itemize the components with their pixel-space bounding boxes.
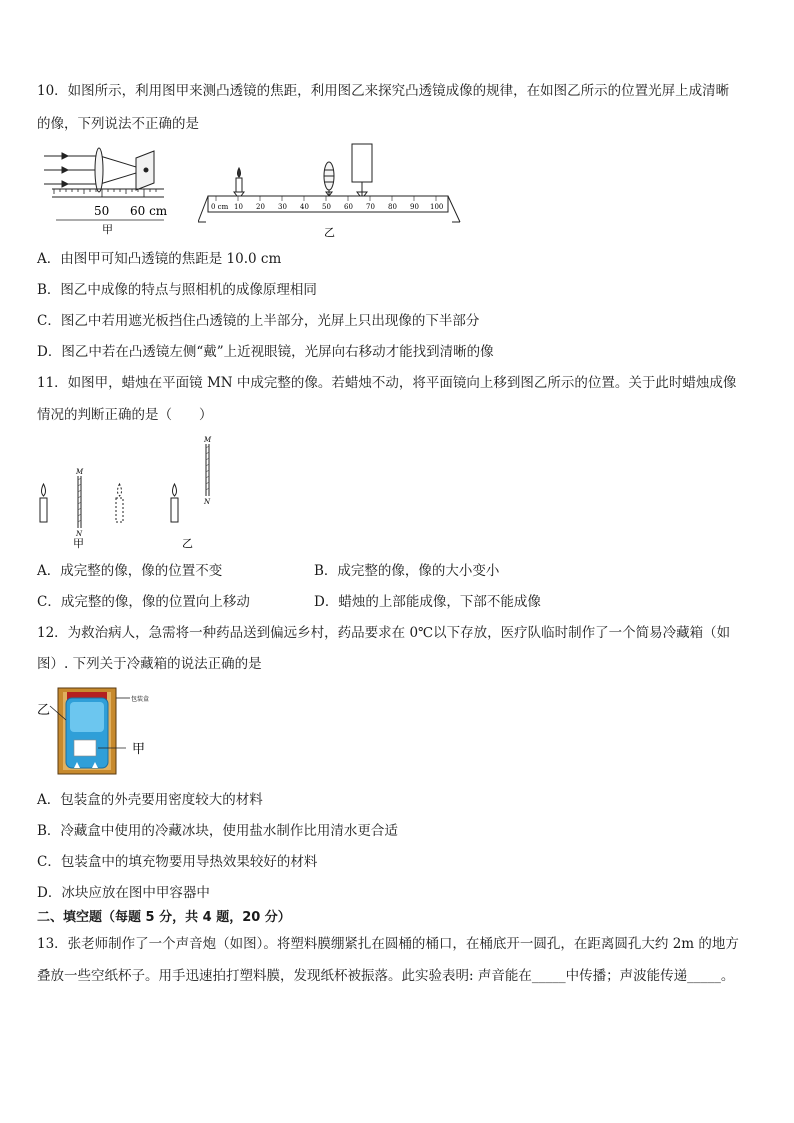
q12-option-a: A．包装盒的外壳要用密度较大的材料 bbox=[37, 792, 263, 808]
cooler-label-jia: 甲 bbox=[132, 742, 146, 757]
yi-tick-10: 10 bbox=[234, 203, 243, 211]
yi-tick-90: 90 bbox=[410, 203, 419, 211]
q12-stem-line1: 12．为救治病人，急需将一种药品送到偏远乡村，药品要求在 0℃以下存放，医疗队临时制作了一个简易冷藏箱（如 bbox=[37, 625, 731, 641]
yi-tick-20: 20 bbox=[256, 203, 265, 211]
jia-caption: 甲 bbox=[102, 223, 113, 236]
q11-stem-line1: 11．如图甲，蜡烛在平面镜 MN 中成完整的像。若蜡烛不动，将平面镜向上移到图乙所示的位置。关于此时蜡烛成像 bbox=[37, 375, 737, 391]
q10-stem-line2: 的像，下列说法不正确的是 bbox=[37, 116, 199, 132]
q12-option-d: D．冰块应放在图中甲容器中 bbox=[37, 885, 210, 901]
yi-tick-60: 60 bbox=[344, 203, 353, 211]
q13-stem-line2: 叠放一些空纸杯子。用手迅速拍打塑料膜，发现纸杯被振落。此实验表明: 声音能在_____中传播；声波能传递_____。 bbox=[37, 968, 735, 984]
q11-caption-jia: 甲 bbox=[73, 537, 84, 550]
jia-tick-50: 50 bbox=[94, 204, 110, 218]
yi-tick-80: 80 bbox=[388, 203, 397, 211]
q12-option-c: C．包装盒中的填充物要用导热效果较好的材料 bbox=[37, 854, 318, 870]
yi-tick-0: 0 cm bbox=[211, 203, 229, 211]
q12-figure-cooler bbox=[36, 684, 186, 780]
q11-caption-yi: 乙 bbox=[182, 537, 193, 550]
section-heading-fill-in: 二、填空题（每题 5 分，共 4 题，20 分） bbox=[37, 910, 291, 925]
fig-jia-mirror-n: N bbox=[76, 530, 83, 538]
fig-jia-mirror-m: M bbox=[76, 468, 84, 476]
q12-stem-line2: 图）. 下列关于冷藏箱的说法正确的是 bbox=[37, 656, 262, 672]
jia-tick-60: 60 cm bbox=[130, 204, 168, 218]
q11-option-a: A．成完整的像，像的位置不变 bbox=[37, 563, 223, 579]
q11-option-c: C．成完整的像，像的位置向上移动 bbox=[37, 594, 250, 610]
yi-tick-50: 50 bbox=[322, 203, 331, 211]
yi-tick-100: 100 bbox=[430, 203, 444, 211]
yi-tick-30: 30 bbox=[278, 203, 287, 211]
q10-stem-line1: 10．如图所示，利用图甲来测凸透镜的焦距，利用图乙来探究凸透镜成像的规律，在如图乙所示的位置光屏上成清晰 bbox=[37, 83, 730, 99]
yi-tick-40: 40 bbox=[300, 203, 309, 211]
fig-yi-mirror-n: N bbox=[204, 498, 211, 506]
q11-option-b: B．成完整的像，像的大小变小 bbox=[314, 563, 500, 579]
yi-caption: 乙 bbox=[324, 226, 335, 239]
q10-figure-yi bbox=[198, 140, 468, 240]
fig-yi-mirror-m: M bbox=[204, 436, 212, 444]
cooler-label-box: 包装盒 bbox=[131, 696, 150, 703]
q10-option-b: B．图乙中成像的特点与照相机的成像原理相同 bbox=[37, 282, 317, 298]
q10-option-c: C．图乙中若用遮光板挡住凸透镜的上半部分，光屏上只出现像的下半部分 bbox=[37, 313, 480, 329]
q12-option-b: B．冷藏盒中使用的冷藏冰块，使用盐水制作比用清水更合适 bbox=[37, 823, 398, 839]
q11-option-d: D．蜡烛的上部能成像，下部不能成像 bbox=[314, 594, 541, 610]
q10-figure-jia bbox=[44, 143, 174, 238]
q10-option-a: A．由图甲可知凸透镜的焦距是 10.0 cm bbox=[37, 251, 282, 267]
q10-option-d: D．图乙中若在凸透镜左侧“戴”上近视眼镜，光屏向右移动才能找到清晰的像 bbox=[37, 344, 494, 360]
q13-stem-line1: 13．张老师制作了一个声音炮（如图）。将塑料膜绷紧扎在圆桶的桶口，在桶底开一圆孔，在距离圆孔大约 2m 的地方 bbox=[37, 936, 739, 952]
q11-figure bbox=[36, 432, 226, 550]
q11-stem-line2: 情况的判断正确的是（ ） bbox=[37, 407, 213, 423]
cooler-label-yi: 乙 bbox=[37, 703, 51, 718]
yi-tick-70: 70 bbox=[366, 203, 375, 211]
